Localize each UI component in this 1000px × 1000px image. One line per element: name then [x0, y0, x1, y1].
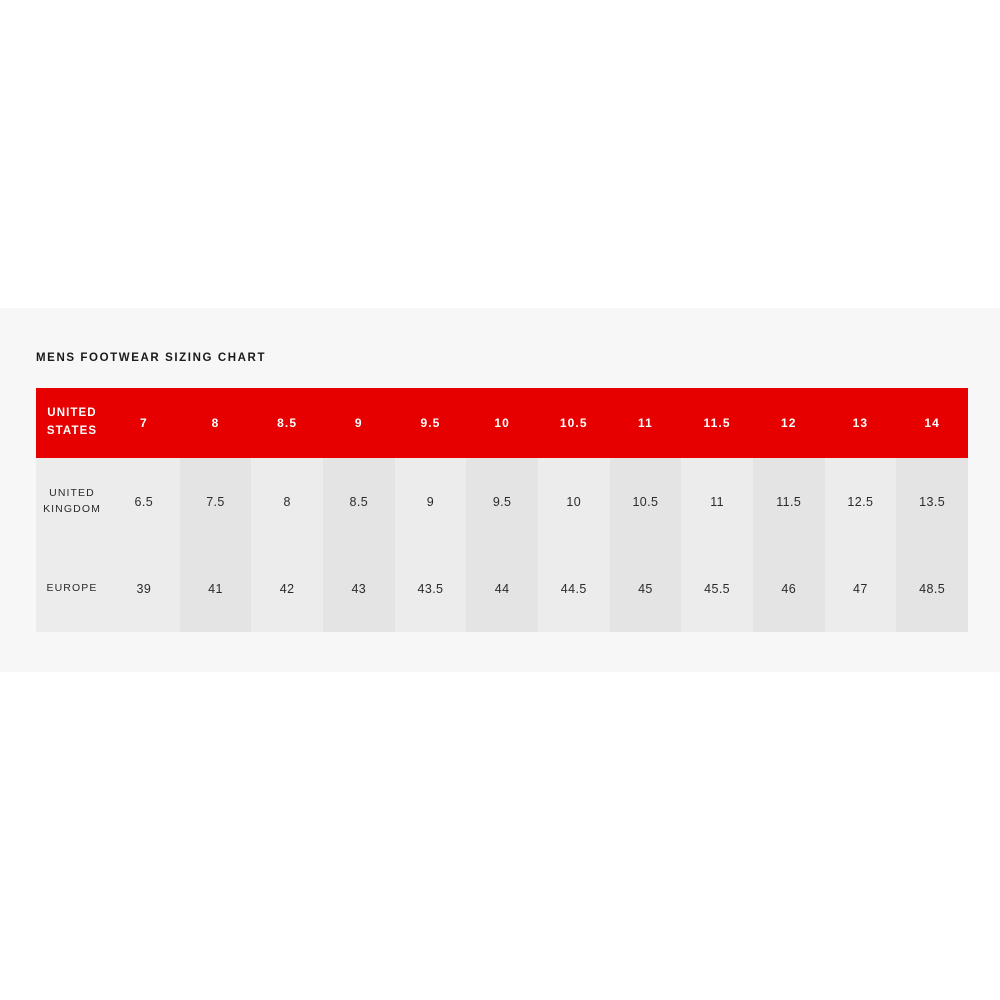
page-title: MENS FOOTWEAR SIZING CHART — [36, 352, 267, 364]
uk-size-4: 9 — [395, 458, 467, 545]
eu-size-5: 44 — [466, 545, 538, 632]
uk-size-10: 12.5 — [825, 458, 897, 545]
uk-size-9: 11.5 — [753, 458, 825, 545]
header-size-4: 9.5 — [395, 388, 467, 458]
uk-size-1: 7.5 — [180, 458, 252, 545]
eu-size-1: 41 — [180, 545, 252, 632]
eu-size-11: 48.5 — [896, 545, 968, 632]
uk-size-5: 9.5 — [466, 458, 538, 545]
header-size-7: 11 — [610, 388, 682, 458]
uk-size-2: 8 — [251, 458, 323, 545]
header-size-2: 8.5 — [251, 388, 323, 458]
table-header-row — [36, 388, 968, 458]
eu-size-10: 47 — [825, 545, 897, 632]
eu-size-8: 45.5 — [681, 545, 753, 632]
eu-size-6: 44.5 — [538, 545, 610, 632]
table-row — [36, 545, 968, 632]
row-label-europe: EUROPE — [36, 545, 108, 632]
uk-size-8: 11 — [681, 458, 753, 545]
table-body — [36, 458, 968, 632]
eu-size-0: 39 — [108, 545, 180, 632]
uk-size-11: 13.5 — [896, 458, 968, 545]
header-size-8: 11.5 — [681, 388, 753, 458]
table-header — [36, 388, 968, 458]
header-label-united-states: UNITED STATES — [36, 388, 108, 458]
eu-size-9: 46 — [753, 545, 825, 632]
sizing-table-wrapper — [36, 388, 968, 632]
sizing-table — [36, 388, 968, 632]
header-size-6: 10.5 — [538, 388, 610, 458]
header-size-5: 10 — [466, 388, 538, 458]
header-size-1: 8 — [180, 388, 252, 458]
eu-size-2: 42 — [251, 545, 323, 632]
header-size-3: 9 — [323, 388, 395, 458]
uk-size-6: 10 — [538, 458, 610, 545]
header-size-10: 13 — [825, 388, 897, 458]
uk-size-0: 6.5 — [108, 458, 180, 545]
table-row — [36, 458, 968, 545]
eu-size-3: 43 — [323, 545, 395, 632]
uk-size-3: 8.5 — [323, 458, 395, 545]
header-size-9: 12 — [753, 388, 825, 458]
eu-size-7: 45 — [610, 545, 682, 632]
header-size-0: 7 — [108, 388, 180, 458]
sizing-chart-panel — [0, 308, 1000, 672]
header-size-11: 14 — [896, 388, 968, 458]
uk-size-7: 10.5 — [610, 458, 682, 545]
row-label-united-kingdom: UNITED KINGDOM — [36, 458, 108, 545]
eu-size-4: 43.5 — [395, 545, 467, 632]
